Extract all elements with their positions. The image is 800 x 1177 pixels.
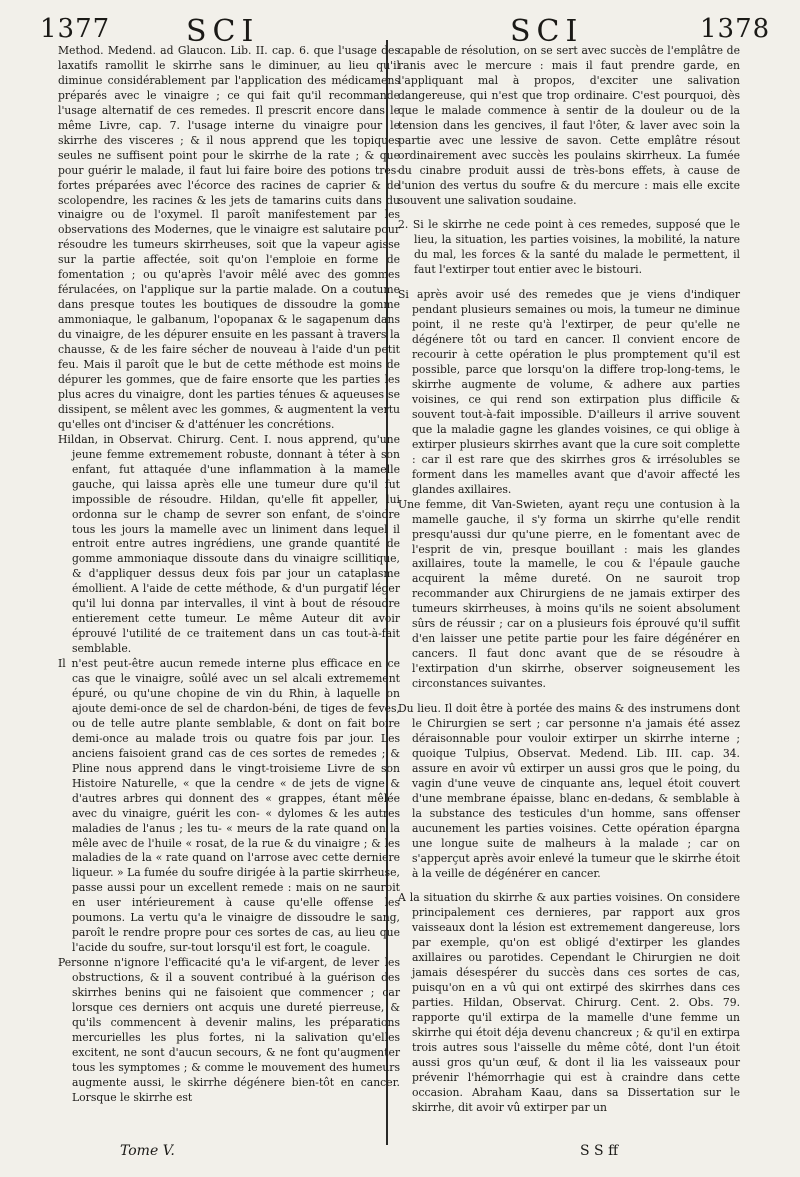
right-column — [398, 44, 740, 1116]
right-page-number: 1378 — [700, 14, 771, 44]
footer-signature: S S ff — [580, 1143, 619, 1159]
left-paragraph-4: Personne n'ignore l'efficacité qu'a le vif-argent, de lever les obstructions, & il a souvent contribué à la guérison des skirrhes benins qui ne faisoient que commencer ; car lorsque ces derniers ont acquis une dureté pierreuse, & qu'ils commencent à devenir malins, les préparations mercurielles les plus fortes, ni la salivation qu'elles excitent, ne sont d'aucun secours, & ne font qu'augmenter tous les symptomes ; & comme le mouvement des humeurs augmente aussi, le skirrhe dégénere bien-tôt en cancer. Lorsque le skirrhe est — [58, 956, 400, 1104]
left-running-head: SCI — [186, 14, 260, 49]
right-running-head: SCI — [510, 14, 584, 49]
left-paragraph-3: Il n'est peut-être aucun remede interne plus efficace en ce cas que le vinaigre, soûlé avec un sel alcali extremement épuré, ou qu'une chopine de vin du Rhin, à laquelle on ajoute demi-once de sel de chardon-béni, de tiges de feves, ou de telle autre plante semblable, & dont on fait boire demi-once au malade trois ou quatre fois par jour. Les anciens faisoient grand cas de ces sortes de remedes ; & Pline nous apprend dans le vingt-troisieme Livre de son Histoire Naturelle, « que la cendre « de jets de vigne & d'autres arbres qui donnent des « grappes, étant mêlée avec du vinaigre, guérit les con- « dylomes & les autres maladies de l'anus ; les tu- « meurs de la rate quand on la mêle avec de l'huile « rosat, de la rue & du vinaigre ; & les maladies de la « rate quand on l'arrose avec cette derniere liqueur. » La fumée du soufre dirigée à la partie skirrheuse, passe aussi pour un excellent remede : mais on ne sauroit en user intérieurement à cause qu'elle offense les poumons. La vertu qu'a le vinaigre de dissoudre le sang, paroît le rendre propre pour ces sortes de cas, au lieu que l'acide du soufre, sur-tout lorsqu'il est fort, le coagule. — [58, 657, 400, 955]
right-paragraph-5: Du lieu. Il doit être à portée des mains & des instrumens dont le Chirurgien se sert ; car personne n'a jamais été assez déraisonnable pour vouloir extirper un skirrhe interne ; quoique Tulpius, Observat. Medend. Lib. III. cap. 34. assure en avoir vû extirper un aussi gros que le poing, du vagin d'une veuve de cinquante ans, lequel étoit couvert d'une membrane épaisse, blanc en-dedans, & semblable à la substance des testicules d'un homme, sans offenser aucunement les parties voisines. Cette opération épargna une longue suite de malheurs à la malade ; car on s'apperçut après avoir enlevé la tumeur que le skirrhe étoit à la veille de dégénérer en cancer. — [398, 702, 740, 880]
left-column — [58, 44, 400, 1106]
left-paragraph-2: Hildan, in Observat. Chirurg. Cent. I. nous apprend, qu'une jeune femme extremement robuste, donnant à téter à son enfant, fut attaquée d'une inflammation à la mamelle gauche, qui laissa après elle une tumeur dure qu'il fut impossible de résoudre. Hildan, qu'elle fit appeller, lui ordonna sur le champ de sevrer son enfant, de s'oindre tous les jours la mamelle avec un liniment dans lequel il entroit entre autres ingrédiens, une grande quantité de gomme ammoniaque dissoute dans du vinaigre scillitique, & d'appliquer dessus deux fois par jour un cataplasme émollient. A l'aide de cette méthode, & d'un purgatif léger qu'il lui donna par intervalles, il vint à bout de résoudre entierement cette tumeur. Le même Auteur dit avoir éprouvé l'utilité de ce traitement dans un cas tout-à-fait semblable. — [58, 432, 400, 656]
right-paragraph-6: A la situation du skirrhe & aux parties voisines. On considere principalement ces dernieres, par rapport aux gros vaisseaux dont la lésion est extremement dangereuse, lors par exemple, qu'on est obligé d'extirper les glandes axillaires ou parotides. Cependant le Chirurgien ne doit jamais désespérer du succès dans ces sortes de cas, puisqu'on en a vû qui ont extirpé des skirrhes dans ces parties. Hildan, Observat. Chirurg. Cent. 2. Obs. 79. rapporte qu'il extirpa de la mamelle d'une femme un skirrhe qui étoit déja devenu chancreux ; & qu'il en extirpa trois autres sous l'aisselle du même côté, dont l'un étoit aussi gros qu'un œuf, & dont il lia les vaisseaux pour prévenir l'hémorrhagie qui est à craindre dans cette occasion. Abraham Kaau, dans sa Dissertation sur le skirrhe, dit avoir vû extirper par un — [398, 891, 740, 1114]
right-paragraph-4: Une femme, dit Van-Swieten, ayant reçu une contusion à la mamelle gauche, il s'y forma un skirrhe qu'elle rendit presqu'aussi dur qu'une pierre, en le fomentant avec de l'esprit de vin, presque bouillant : mais les glandes axillaires, toute la mamelle, le cou & l'épaule gauche acquirent la même dureté. On ne sauroit trop recommander aux Chirurgiens de ne jamais extirper des tumeurs skirrheuses, à moins qu'ils ne soient absolument sûrs de réussir ; car on a plusieurs fois éprouvé qu'il suffit d'en laisser une petite partie pour les faire dégénérer en cancers. Il faut donc avant que de se résoudre à l'extirpation d'un skirrhe, observer soigneusement les circonstances suivantes. — [398, 497, 740, 691]
left-page-number: 1377 — [40, 14, 111, 44]
left-paragraph-1: Method. Medend. ad Glaucon. Lib. II. cap. 6. que l'usage des laxatifs ramollit le skirrhe sans le diminuer, au lieu qu'il diminue considérablement par l'application des médicamens préparés avec le vinaigre ; ce qui fait qu'il recommande l'usage alternatif de ces remedes. Il prescrit encore dans le même Livre, cap. 7. l'usage interne du vinaigre pour le skirrhe des visceres ; & il nous apprend que les topiques seules ne suffisent point pour le skirrhe de la rate ; & que pour guérir le malade, il faut lui faire boire des potions très-fortes préparées avec l'écorce des racines de caprier & de scolopendre, les racines & les jets de tamarins cuits dans du vinaigre ou de l'oxymel. Il paroît manifestement par les observations des Modernes, que le vinaigre est salutaire pour résoudre les tumeurs skirrheuses, soit que la vapeur agisse sur la partie affectée, soit qu'on l'emploie en forme de fomentation ; ou qu'après l'avoir mêlé avec des gommes férulacées, on l'applique sur la partie malade. On a coutume dans presque toutes les boutiques de dissoudre la gomme ammoniaque, le galbanum, l'opopanax & le sagapenum dans du vinaigre, de les dépurer ensuite en les passant à travers la chausse, & de les faire sécher de nouveau à l'aide d'un petit feu. Mais il paroît que le but de cette méthode est moins de dépurer les gommes, que de faire ensorte que les parties les plus acres du vinaigre, dont les parties ténues & aqueuses se dissipent, se mêlent avec les gommes, & augmentent la vertu qu'elles ont d'inciser & d'atténuer les concrétions. — [58, 44, 400, 431]
right-paragraph-1: capable de résolution, on se sert avec succès de l'emplâtre de ranis avec le mercure : mais il faut prendre garde, en l'appliquant mal à propos, d'exciter une salivation dangereuse, qui n'est que trop ordinaire. C'est pourquoi, dès que le malade commence à sentir de la douleur ou de la tension dans les gencives, il faut l'ôter, & laver avec soin la partie avec une lessive de savon. Cette emplâtre résout ordinairement avec succès les poulains skirrheux. La fumée du cinabre produit aussi de très-bons effets, à cause de l'union des vertus du soufre & du mercure : mais elle excite souvent une salivation soudaine. — [398, 44, 740, 207]
footer-volume: Tome V. — [120, 1143, 175, 1159]
right-paragraph-3: Si après avoir usé des remedes que je viens d'indiquer pendant plusieurs semaines ou mois, la tumeur ne diminue point, il ne reste qu'à l'extirper, de peur qu'elle ne dégénere tôt ou tard en cancer. Il convient encore de recourir à cette opération le plus promptement qu'il est possible, parce que lorsqu'on la differe trop-long-tems, le skirrhe augmente de volume, & adhere aux parties voisines, ce qui rend son extirpation plus difficile & souvent tout-à-fait impossible. D'ailleurs il arrive souvent que la maladie gagne les glandes voisines, ce qui oblige à extirper plusieurs skirrhes avant que la cure soit complette : car il est rare que des skirrhes gros & irrésolubles se forment dans les mamelles avant que d'avoir affecté les glandes axillaires. — [398, 288, 740, 496]
right-paragraph-2: 2. Si le skirrhe ne cede point à ces remedes, supposé que le lieu, la situation, les parties voisines, la mobilité, la nature du mal, les forces & la santé du malade le permettent, il faut l'extirper tout entier avec le bistouri. — [398, 218, 740, 277]
